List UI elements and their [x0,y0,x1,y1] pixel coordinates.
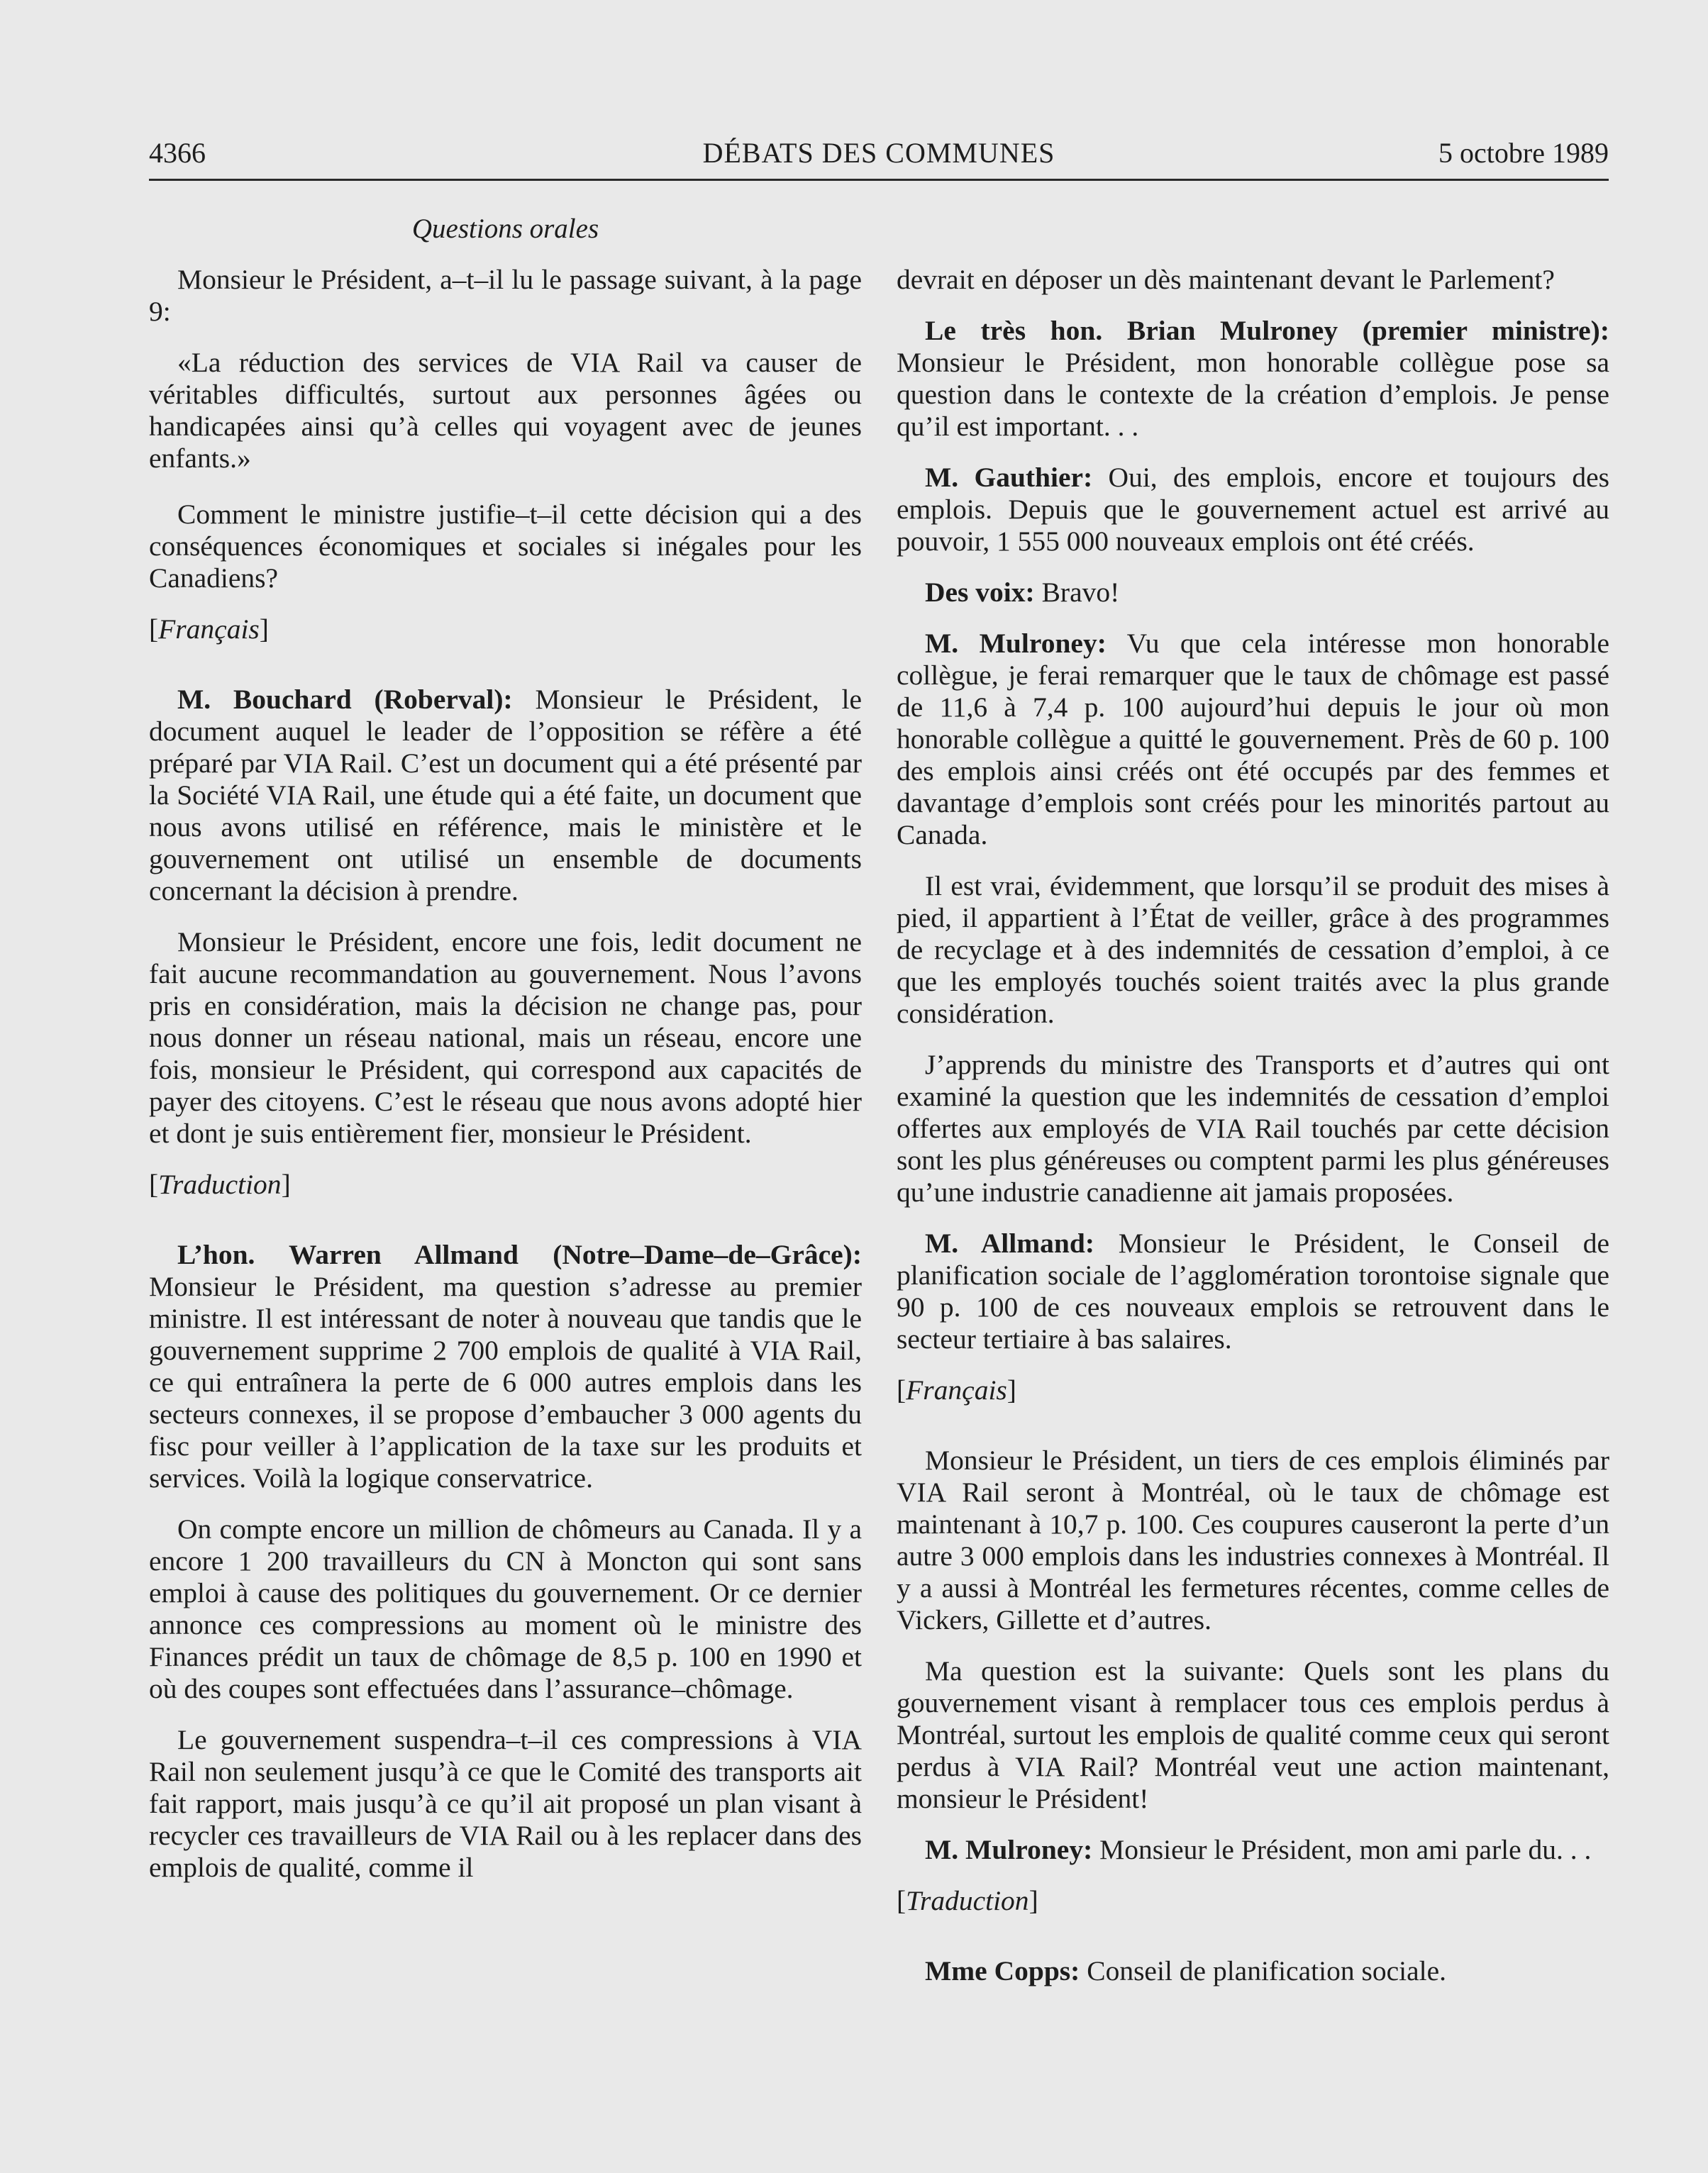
speech-text: Monsieur le Président, mon honorable collègue pose sa question dans le contexte de la création d’emplois. Je pense qu’il est important. . . [897,347,1609,442]
speech [149,1239,862,1494]
speech-text: Monsieur le Président, mon ami parle du. . . [1092,1834,1592,1865]
speaker-name: Mme Copps: [925,1955,1080,1986]
speech-text: Monsieur le Président, le Conseil de planification sociale de l’agglomération torontoise signale que 90 p. 100 de ces nouveaux emplois se retrouvent dans le secteur tertiaire à bas salaires. [897,1228,1609,1355]
quoted-passage: «La réduction des services de VIA Rail va causer de véritables difficultés, surtout aux personnes âgées ou handicapées ainsi qu’à celles qui voyagent avec de jeunes enfants.» [149,347,862,474]
speaker-name: M. Allmand: [925,1228,1094,1259]
speaker-name: M. Gauthier: [925,462,1093,493]
section-title: Questions orales [411,213,599,244]
speech [897,577,1609,608]
language-marker: [Français] [149,613,269,645]
speaker-name: M. Bouchard (Roberval): [177,684,513,715]
speech-text: Monsieur le Président, le document auquel le leader de l’opposition se réfère a été préparé par VIA Rail. C’est un document qui a été présenté par la Société VIA Rail, une étude qui a été faite, un document que nous avons utilisé en référence, mais le ministère et le gouvernement ont utilisé un ensemble de documents concernant la décision à prendre. [149,684,862,906]
speech-text: Monsieur le Président, ma question s’adresse au premier ministre. Il est intéressant de noter à nouveau que tandis que le gouvernement supprime 2 700 emplois de qualité à VIA Rail, ce qui entraînera la perte de 6 000 autres emplois dans les secteurs connexes, il se propose d’embaucher 3 000 agents du fisc pour veiller à l’application de la taxe sur les produits et services. Voilà la logique conservatrice. [149,1271,862,1494]
language-marker: [Français] [897,1374,1016,1406]
speaker-name: M. Mulroney: [925,1834,1093,1865]
speech [897,1228,1609,1355]
language-label: Français [906,1374,1007,1406]
paragraph: Le gouvernement suspendra–t–il ces compressions à VIA Rail non seulement jusqu’à ce que le Comité des transports ait fait rapport, mais jusqu’à ce qu’il ait proposé un plan visant à recycler ces travailleurs de VIA Rail ou à les replacer dans des emplois de qualité, comme il [149,1724,862,1883]
speech [897,462,1609,557]
speech-text: Vu que cela intéresse mon honorable collègue, je ferai remarquer que le taux de chômage est passé de 11,6 à 7,4 p. 100 aujourd’hui depuis le jour où mon honorable collègue a quitté le gouvernement. Près de 60 p. 100 des emplois ainsi créés ont été occupés par des femmes et davantage d’emplois sont créés pour les minorités partout au Canada. [897,628,1609,850]
paragraph: Monsieur le Président, un tiers de ces emplois éliminés par VIA Rail seront à Montréal, où le taux de chômage est maintenant à 10,7 p. 100. Ces coupures causeront la perte d’un autre 3 000 emplois dans les industries connexes à Montréal. Il y a aussi à Montréal les fermetures récentes, comme celles de Vickers, Gillette et d’autres. [897,1445,1609,1635]
paragraph: Il est vrai, évidemment, que lorsqu’il se produit des mises à pied, il appartient à l’État de veiller, grâce à des programmes de recyclage et à des indemnités de cessation d’emploi, à ce que les employés touchés soient traités avec la plus grande considération. [897,870,1609,1029]
language-label: Français [158,613,260,645]
speaker-name: M. Mulroney: [925,628,1107,659]
left-column [149,264,862,1903]
speech-text: Conseil de planification sociale. [1080,1955,1446,1986]
speaker-name: Des voix: [925,577,1035,608]
paragraph: On compte encore un million de chômeurs au Canada. Il y a encore 1 200 travailleurs du CN à Moncton qui sont sans emploi à cause des politiques du gouvernement. Or ce dernier annonce ces compressions au moment où le ministre des Finances prédit un taux de chômage de 8,5 p. 100 en 1990 et où des coupes sont effectuées dans l’assurance–chômage. [149,1513,862,1704]
language-label: Traduction [906,1885,1029,1916]
speech [897,1955,1609,1987]
speech-text: Oui, des emplois, encore et toujours des emplois. Depuis que le gouvernement actuel est arrivé au pouvoir, 1 555 000 nouveaux emplois ont été créés. [897,462,1609,557]
language-marker: [Traduction] [149,1169,291,1200]
paragraph: Ma question est la suivante: Quels sont les plans du gouvernement visant à remplacer tous ces emplois perdus à Montréal, surtout les emplois de qualité comme ceux qui seront perdus à VIA Rail? Montréal veut une action maintenant, monsieur le Président! [897,1655,1609,1814]
paragraph: Comment le ministre justifie–t–il cette décision qui a des conséquences économiques et sociales si inégales pour les Canadiens? [149,499,862,594]
paragraph: J’apprends du ministre des Transports et d’autres qui ont examiné la question que les indemnités de cessation d’emploi offertes aux employés de VIA Rail touchés par cette décision sont les plus généreuses ou comptent parmi les plus généreuses qu’une industrie canadienne ait jamais proposées. [897,1049,1609,1208]
speech-text: Bravo! [1034,577,1120,608]
language-marker: [Traduction] [897,1885,1038,1916]
page-number: 4366 [149,137,206,169]
right-column [897,264,1609,2006]
speaker-name: Le très hon. Brian Mulroney (premier ministre): [925,315,1609,346]
publication-date: 5 octobre 1989 [1438,137,1609,169]
paragraph: devrait en déposer un dès maintenant devant le Parlement? [897,264,1555,295]
paragraph: Monsieur le Président, encore une fois, ledit document ne fait aucune recommandation au gouvernement. Nous l’avons pris en considération, mais la décision ne change pas, pour nous donner un réseau national, mais un réseau, encore une fois, monsieur le Président, qui correspond aux capacités de payer des citoyens. C’est le réseau que nous avons adopté hier et dont je suis entièrement fier, monsieur le Président. [149,926,862,1149]
speech [149,684,862,907]
speech [897,315,1609,443]
language-label: Traduction [158,1169,282,1200]
page-header [149,136,1609,181]
speech [897,628,1609,851]
publication-title: DÉBATS DES COMMUNES [702,137,1055,169]
speech [897,1834,1609,1866]
speaker-name: L’hon. Warren Allmand (Notre–Dame–de–Grâce): [177,1239,862,1270]
paragraph: Monsieur le Président, a–t–il lu le passage suivant, à la page 9: [149,264,862,327]
